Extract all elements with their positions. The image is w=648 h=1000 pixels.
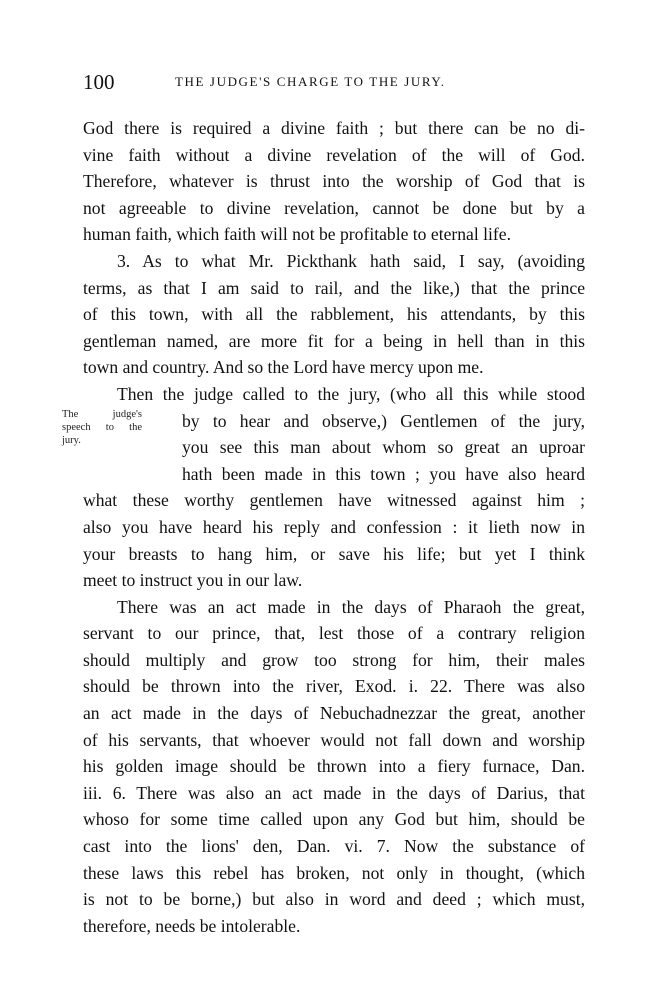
text-line: is not to be borne,) but also in word and deed ; which must,	[83, 889, 585, 910]
running-title: THE JUDGE'S CHARGE TO THE JURY.	[175, 74, 446, 89]
page-header	[83, 70, 583, 96]
text-line: hath been made in this town ; you have also heard	[182, 463, 585, 484]
text-line: whoso for some time called upon any God but him, should be	[83, 809, 585, 830]
margin-note-line: jury.	[62, 435, 81, 446]
text-line: what these worthy gentlemen have witnessed against him ;	[83, 490, 585, 511]
paragraph-first-line: 3. As to what Mr. Pickthank hath said, I say, (avoiding	[117, 250, 585, 271]
text-line: also you have heard his reply and confession : it lieth now in	[83, 516, 585, 537]
text-line: of this town, with all the rabblement, his attendants, by this	[83, 304, 585, 325]
text-line: should be thrown into the river, Exod. i. 22. There was also	[83, 676, 585, 697]
text-line: his golden image should be thrown into a fiery furnace, Dan.	[83, 756, 585, 777]
body-text	[83, 115, 585, 939]
text-line: therefore, needs be intolerable.	[83, 915, 301, 936]
margin-note-line: speech to the	[62, 422, 142, 433]
text-line: by to hear and observe,) Gentlemen of the jury,	[182, 410, 585, 431]
text-line: vine faith without a divine revelation of the will of God.	[83, 144, 585, 165]
text-line: your breasts to hang him, or save his life; but yet I think	[83, 543, 585, 564]
text-line: cast into the lions' den, Dan. vi. 7. Now the substance of	[83, 836, 585, 857]
text-line: servant to our prince, that, lest those of a contrary religion	[83, 623, 585, 644]
text-line: God there is required a divine faith ; but there can be no di-	[83, 118, 585, 138]
text-line: Therefore, whatever is thrust into the worship of God that is	[83, 171, 585, 192]
paragraph-first-line: Then the judge called to the jury, (who all this while stood	[117, 383, 585, 404]
text-line: these laws this rebel has broken, not only in thought, (which	[83, 862, 585, 883]
text-line: iii. 6. There was also an act made in the days of Darius, that	[83, 782, 585, 803]
text-line: an act made in the days of Nebuchadnezzar the great, another	[83, 703, 585, 724]
page-number: 100	[83, 70, 115, 94]
text-line: of his servants, that whoever would not fall down and worship	[83, 729, 585, 750]
text-line: not agreeable to divine revelation, cannot be done but by a	[83, 197, 585, 218]
text-line: gentleman named, are more fit for a being in hell than in this	[83, 330, 585, 351]
text-line: should multiply and grow too strong for him, their males	[83, 649, 585, 670]
paragraph-first-line: There was an act made in the days of Pharaoh the great,	[117, 596, 585, 617]
text-line: terms, as that I am said to rail, and the like,) that the prince	[83, 277, 585, 298]
text-line: you see this man about whom so great an uproar	[182, 437, 585, 458]
margin-note-line: The judge's	[62, 409, 142, 420]
text-line: human faith, which faith will not be profitable to eternal life.	[83, 224, 511, 245]
text-line: town and country. And so the Lord have mercy upon me.	[83, 357, 484, 378]
text-line: meet to instruct you in our law.	[83, 570, 303, 591]
